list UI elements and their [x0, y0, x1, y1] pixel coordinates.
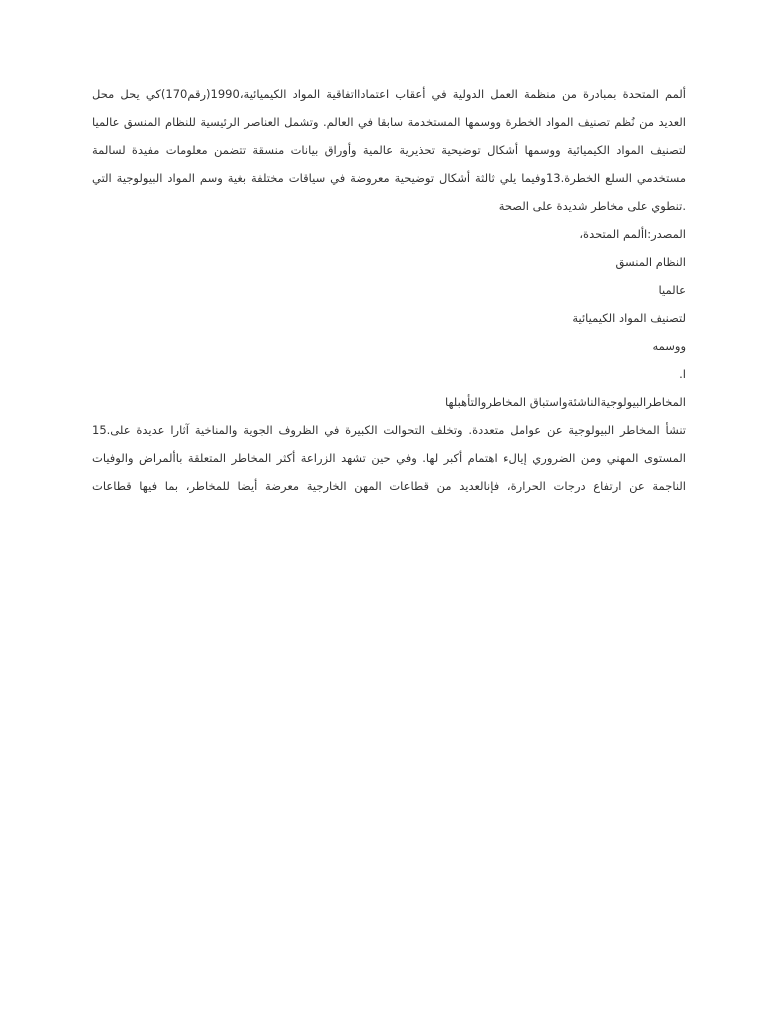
caption-line: النظام المنسق	[615, 255, 686, 269]
paragraph-line: تنشأ المخاطر البيولوجية عن عوامل متعددة. وتخلف التحوالت الكبيرة في الظروف الجوية والمناخية آثارا عديدة على.15	[92, 423, 686, 437]
caption-line: عالميا	[658, 283, 686, 297]
figure-caption	[92, 226, 686, 382]
caption-line: ووسمه	[652, 339, 686, 353]
paragraph-line: الناجمة عن ارتفاع درجات الحرارة، فإنالعديد من قطاعات المهن الخارجية معرضة أيضا للمخاطر، بما فيها قطاعات	[92, 479, 686, 493]
paragraph-line: العديد من نُظم تصنيف المواد الخطرة ووسمها المستخدمة سابقا في العالم. وتشمل العناصر الرئيسية للنظام المنسق عالميا	[92, 115, 686, 129]
paragraph-line: لتصنيف المواد الكيميائية ووسمها أشكال توضيحية تحذيرية عالمية وأوراق بيانات منسقة تتضمن معلومات مفيدة لسالمة	[92, 143, 686, 157]
caption-line: لتصنيف المواد الكيميائية	[572, 311, 686, 325]
paragraph-line: ألمم المتحدة بمبادرة من منظمة العمل الدولية في أعقاب اعتمادااتفاقية المواد الكيميائية،1990(رقم170)كي يحل محل	[92, 87, 686, 101]
document-page	[92, 86, 686, 506]
paragraph-line: المستوى المهني ومن الضروري إيالء اهتمام أكبر لها. وفي حين تشهد الزراعة أكثر المخاطر المتعلقة باألمراض والوفيات	[92, 451, 686, 465]
paragraph-line: مستخدمي السلع الخطرة.13وفيما يلي ثالثة أشكال توضيحية معروضة في سياقات مختلفة بغية وسم المواد البيولوجية التي	[92, 171, 686, 185]
caption-line: المصدر:األمم المتحدة،	[579, 227, 686, 241]
caption-line: ا.	[679, 367, 686, 381]
intro-paragraph	[92, 86, 686, 214]
section-heading: المخاطرالبيولوجيةالناشئةواستباق المخاطروالتأهبلها	[444, 395, 686, 409]
emerging-risks-paragraph	[92, 422, 686, 494]
paragraph-line: .تنطوي على مخاطر شديدة على الصحة	[498, 199, 686, 213]
